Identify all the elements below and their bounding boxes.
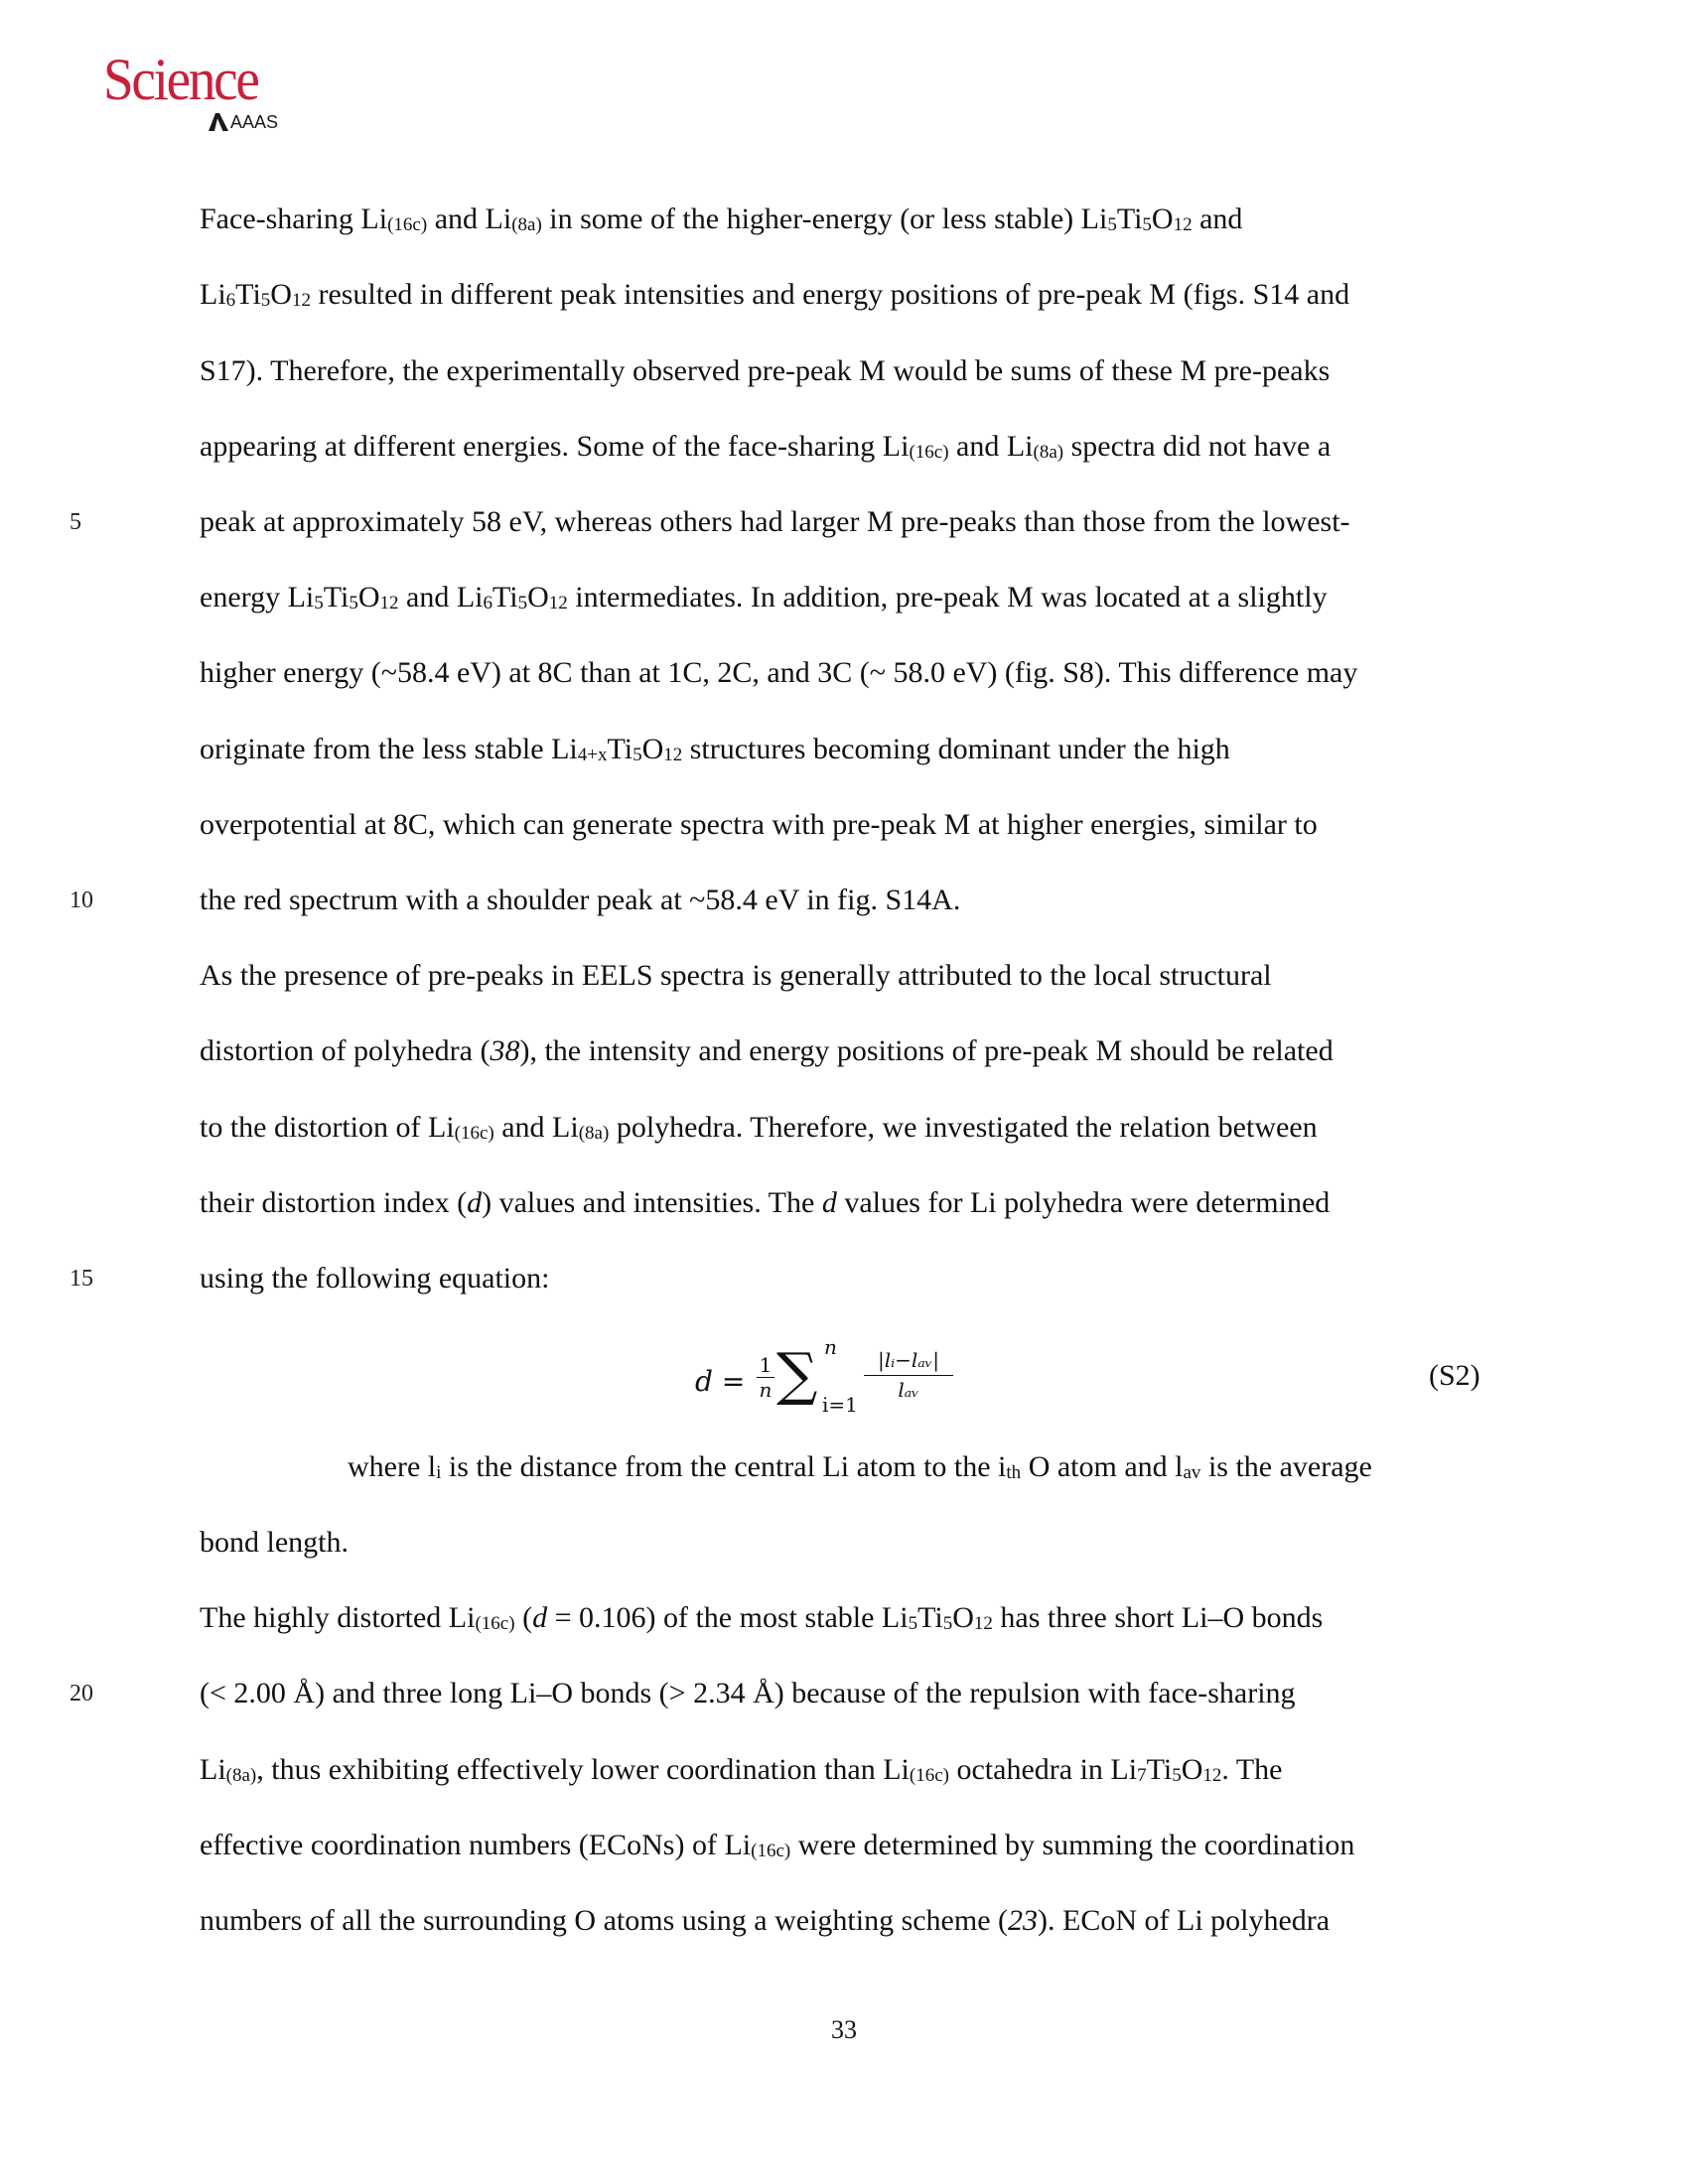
text-line: their distortion index (d) values and intensities. The d values for Li polyhedra were determined — [200, 1186, 1331, 1219]
text-line: originate from the less stable Li4+xTi5O12 structures becoming dominant under the high — [200, 733, 1230, 765]
text-line: where li is the distance from the central Li atom to the ith O atom and lav is the average — [348, 1450, 1372, 1483]
summation-icon: ∑ — [776, 1340, 818, 1408]
text-line: using the following equation: — [200, 1262, 550, 1295]
text-line: Li(8a), thus exhibiting effectively lower coordination than Li(16c) octahedra in Li7Ti5O12. The — [200, 1753, 1283, 1786]
citation-ref: 38 — [490, 1034, 520, 1067]
page-number: 33 — [831, 2015, 857, 2044]
logo-wordmark: Science — [103, 47, 258, 112]
text-line: numbers of all the surrounding O atoms using a weighting scheme (23). ECoN of Li polyhedra — [200, 1904, 1331, 1937]
text-line: energy Li5Ti5O12 and Li6Ti5O12 intermediates. In addition, pre-peak M was located at a slightly — [200, 581, 1328, 614]
equation-s2 — [695, 1335, 983, 1425]
sum-lower-limit: i=1 — [822, 1393, 858, 1417]
line-number: 20 — [70, 1681, 93, 1706]
line-number: 5 — [70, 509, 81, 535]
text-line: As the presence of pre-peaks in EELS spectra is generally attributed to the local structural — [200, 959, 1272, 992]
text-line: peak at approximately 58 eV, whereas others had larger M pre-peaks than those from the lowest- — [200, 505, 1350, 538]
text-line: Li6Ti5O12 resulted in different peak intensities and energy positions of pre-peak M (figs. S14 and — [200, 278, 1350, 311]
text-line: overpotential at 8C, which can generate spectra with pre-peak M at higher energies, similar to — [200, 808, 1318, 841]
text-line: S17). Therefore, the experimentally observed pre-peak M would be sums of these M pre-peaks — [200, 354, 1331, 387]
equation-lhs: d = — [695, 1365, 746, 1398]
aaas-text: AAAS — [230, 112, 279, 132]
text-line: appearing at different energies. Some of the face-sharing Li(16c) and Li(8a) spectra did not have a — [200, 430, 1332, 463]
sum-upper-limit: n — [824, 1335, 837, 1359]
text-line: Face-sharing Li(16c) and Li(8a) in some of the higher-energy (or less stable) Li5Ti5O12 and — [200, 203, 1243, 235]
text-line: The highly distorted Li(16c) (d = 0.106) of the most stable Li5Ti5O12 has three short Li–O bonds — [200, 1601, 1324, 1634]
aaas-logo — [209, 113, 278, 131]
fraction-deviation: |lᵢ−lₐᵥ| lₐᵥ — [864, 1345, 953, 1404]
text-line: the red spectrum with a shoulder peak at ~58.4 eV in fig. S14A. — [200, 884, 961, 916]
aaas-mark-icon — [209, 113, 228, 131]
text-line: to the distortion of Li(16c) and Li(8a) polyhedra. Therefore, we investigated the relation between — [200, 1111, 1318, 1144]
science-logo — [103, 47, 271, 112]
line-number: 15 — [70, 1266, 93, 1292]
text-line: effective coordination numbers (ECoNs) of Li(16c) were determined by summing the coordination — [200, 1829, 1355, 1861]
citation-ref: 23 — [1008, 1904, 1039, 1937]
equation-label: (S2) — [1429, 1359, 1480, 1392]
text-line: bond length. — [200, 1526, 349, 1559]
line-number: 10 — [70, 887, 93, 913]
fraction-one-over-n: $\frac{1}{n}$ — [757, 1353, 774, 1402]
text-line: higher energy (~58.4 eV) at 8C than at 1C, 2C, and 3C (~ 58.0 eV) (fig. S8). This difference may — [200, 656, 1358, 689]
text-line: (< 2.00 Å) and three long Li–O bonds (> 2.34 Å) because of the repulsion with face-sharing — [200, 1677, 1296, 1709]
text-line: distortion of polyhedra (38), the intensity and energy positions of pre-peak M should be related — [200, 1034, 1334, 1067]
